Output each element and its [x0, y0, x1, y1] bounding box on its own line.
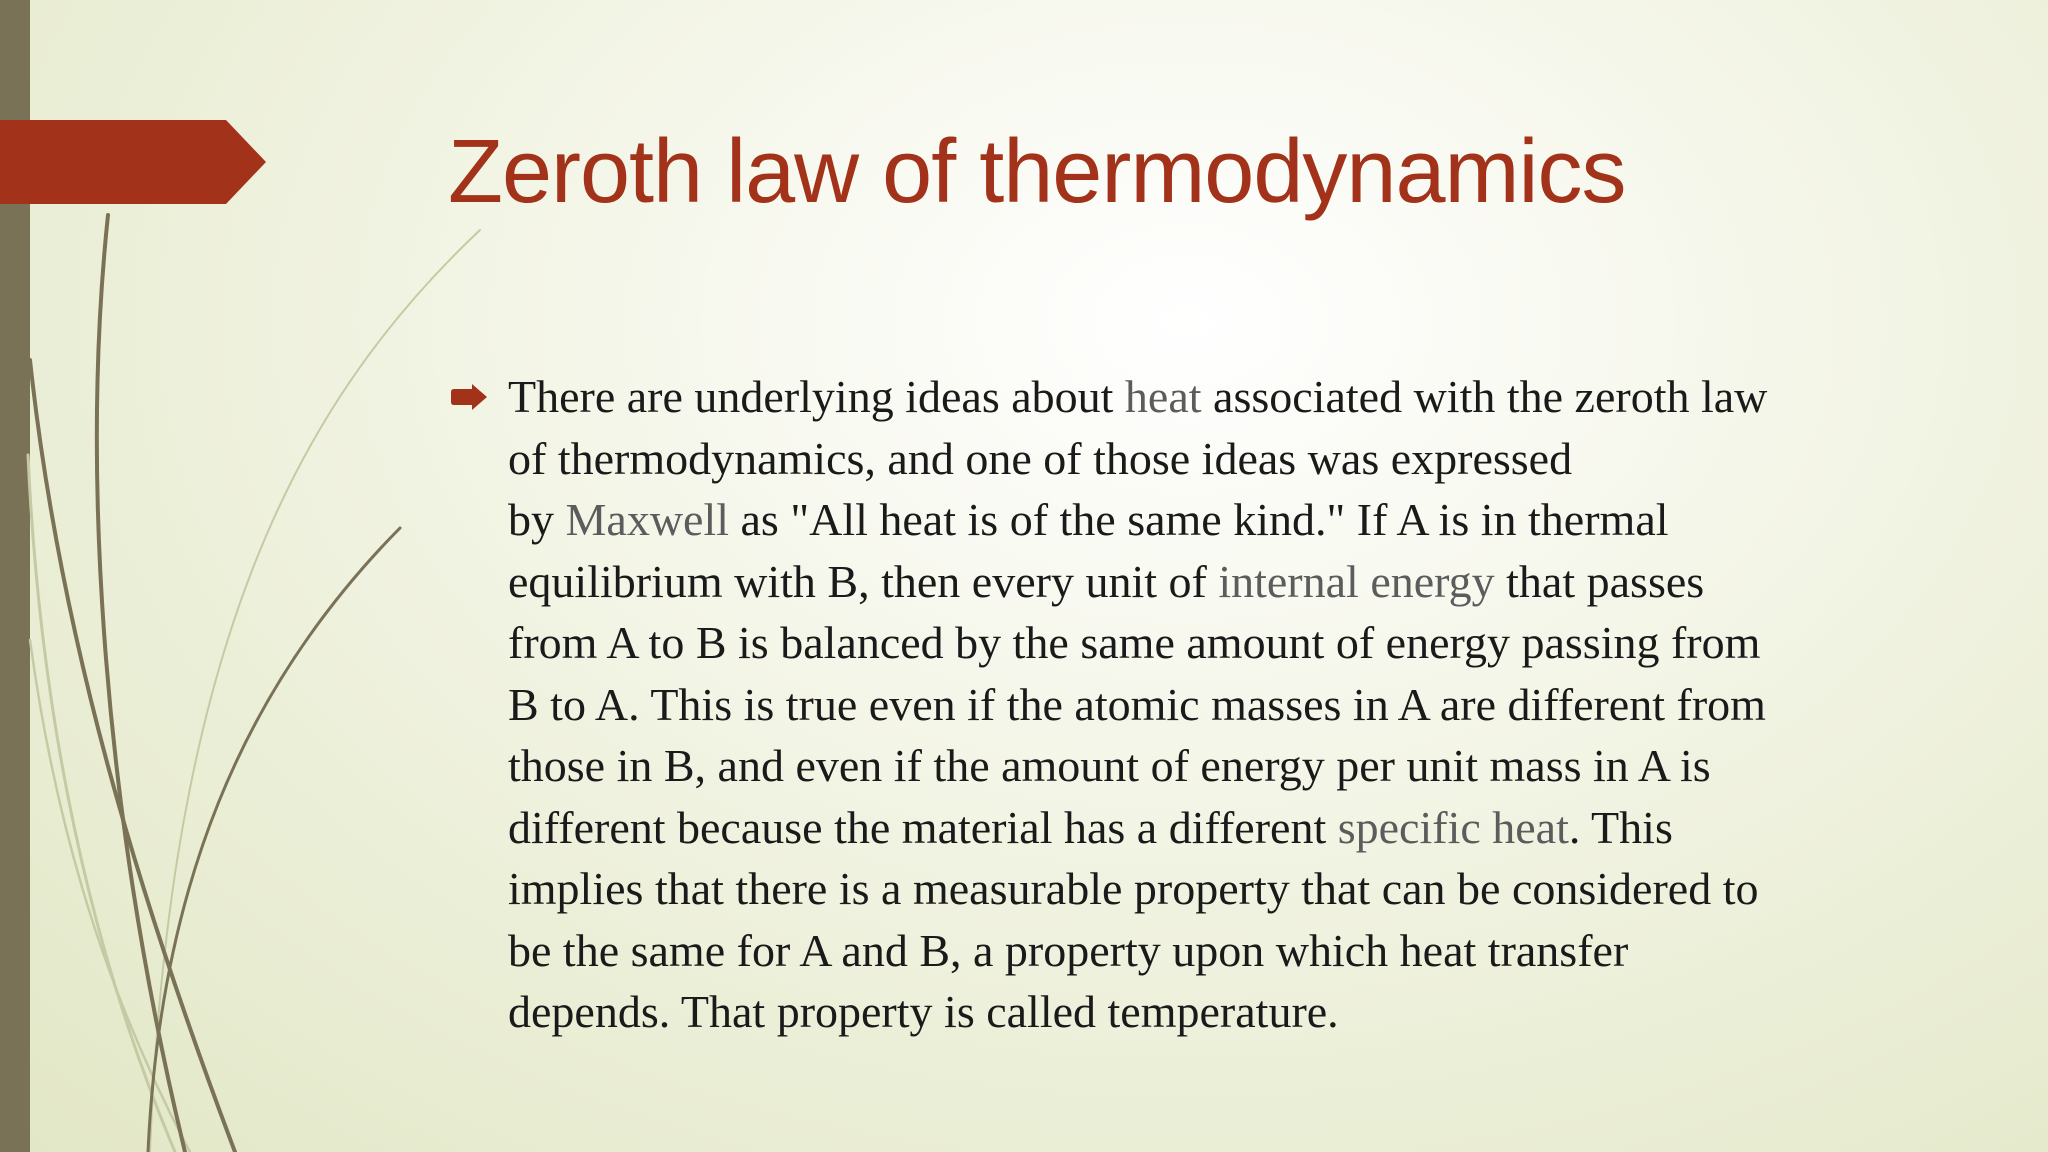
paragraph-line [508, 797, 1978, 859]
paragraph-line [508, 612, 1978, 674]
paragraph-line [508, 920, 1978, 982]
paragraph-line [508, 674, 1978, 736]
text-run: those in B, and even if the amount of energy per unit mass in A is [508, 740, 1711, 791]
paragraph-line [508, 428, 1978, 490]
text-run: by [508, 494, 566, 545]
paragraph-line [508, 858, 1978, 920]
slide-title: Zeroth law of thermodynamics [448, 122, 1626, 222]
link-maxwell[interactable]: Maxwell [565, 494, 730, 545]
text-run: different because the material has a different [508, 801, 1338, 853]
text-run: that passes [1494, 555, 1705, 607]
text-run: . This [1568, 801, 1673, 853]
text-run: associated with the zeroth law [1201, 371, 1768, 422]
link-specific-heat[interactable]: specific heat [1337, 801, 1569, 853]
paragraph-line [508, 735, 1978, 797]
text-run: depends. That property is called temperature. [508, 986, 1339, 1037]
paragraph-line [508, 551, 1978, 613]
link-heat[interactable]: heat [1124, 371, 1202, 422]
bullet-paragraph [508, 366, 1978, 1043]
text-run: from A to B is balanced by the same amount of energy passing from [508, 617, 1761, 668]
paragraph-line [508, 981, 1978, 1043]
paragraph-line [508, 366, 1978, 428]
text-run: There are underlying ideas about [508, 371, 1125, 422]
text-run: B to A. This is true even if the atomic masses in A are different from [508, 678, 1766, 730]
title-arrow-banner [0, 0, 270, 1152]
text-run: as "All heat is of the same kind." If A is in thermal [729, 494, 1669, 545]
paragraph-line [508, 489, 1978, 551]
text-run: equilibrium with B, then every unit of [508, 555, 1219, 607]
text-run: implies that there is a measurable property that can be considered to [508, 863, 1759, 914]
link-internal-energy[interactable]: internal energy [1218, 555, 1495, 607]
text-run: of thermodynamics, and one of those ideas was expressed [508, 432, 1573, 484]
arrow-right-bullet-icon [450, 383, 488, 411]
text-run: be the same for A and B, a property upon which heat transfer [508, 924, 1629, 976]
